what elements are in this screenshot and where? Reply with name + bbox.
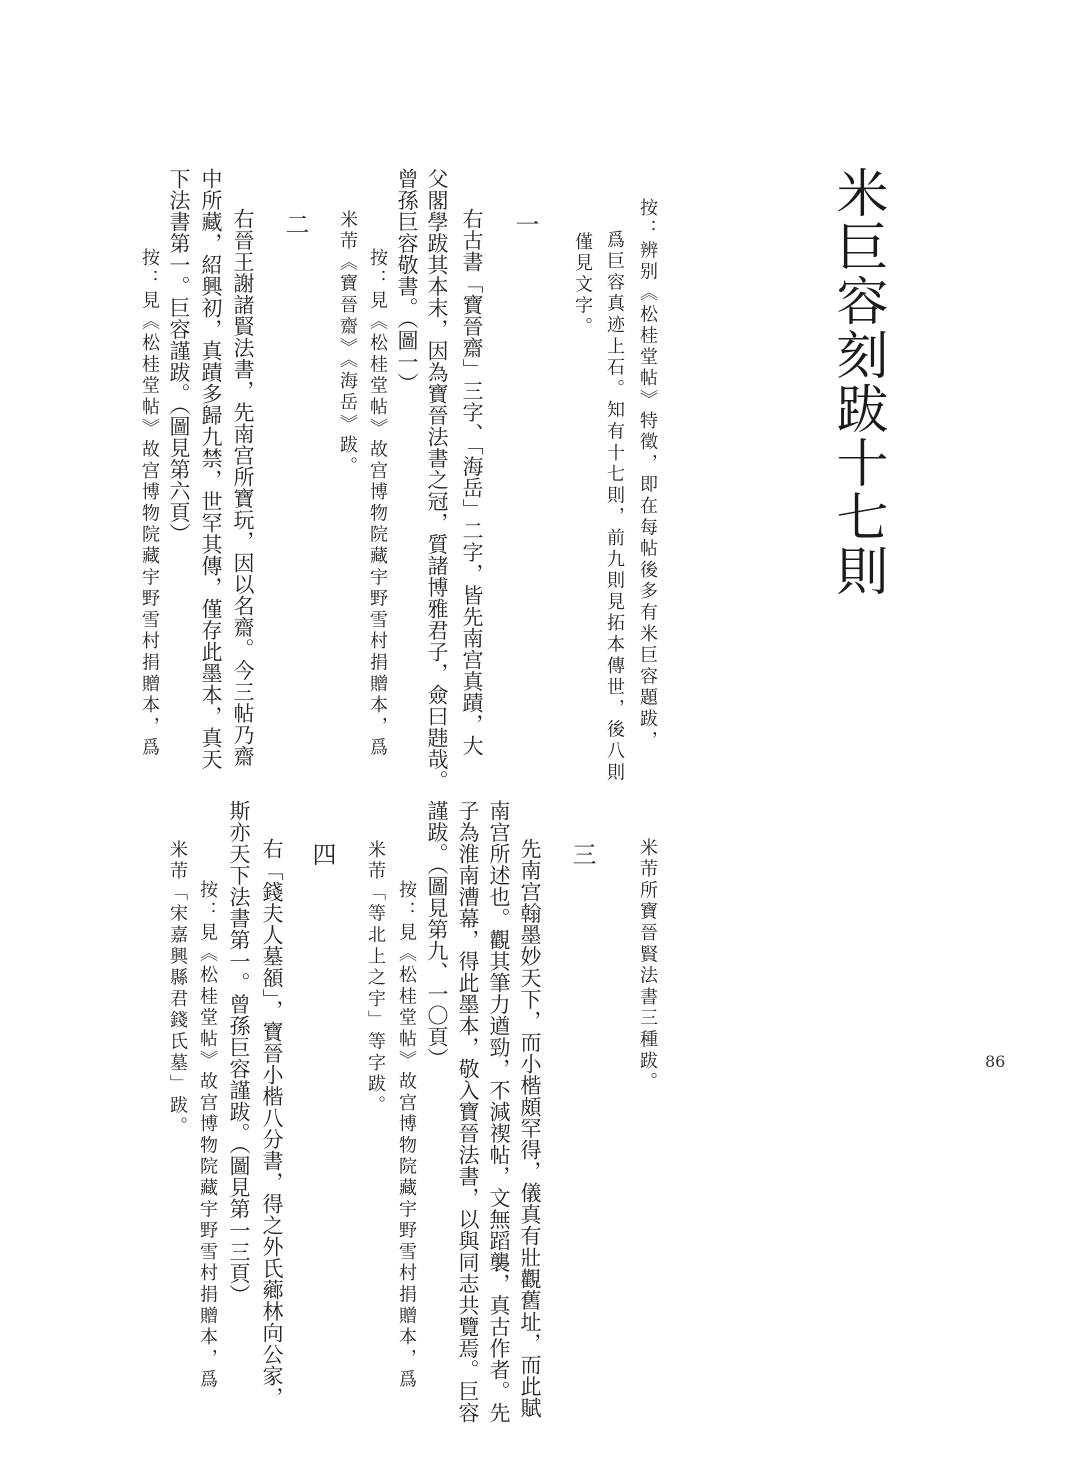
body-line: 子為淮南漕幕，得此墨本，敬入寶晉法書，以與同志共覽焉。巨容 [456,800,480,1424]
body-line: 父閣學跋其本末，因為寶晉法書之冠，質諸博雅君子，僉曰韪哉。 [425,168,449,792]
section-heading-two: 二 [281,212,309,236]
note-line: 按：見《松桂堂帖》故宫博物院藏宇野雪村捐贈本，爲 [396,880,417,1392]
body-line: 謹跋。（圖見第九、一〇頁） [425,800,449,1069]
note-line: 按：見《松桂堂帖》故宫博物院藏宇野雪村捐贈本，爲 [139,248,160,760]
section-heading-three: 三 [568,842,596,866]
intro-line: 僅見文字。 [572,232,593,339]
body-line: 斯亦天下法書第一。曾孫巨容謹跋。（圖見第一三頁） [227,800,251,1306]
body-line: 右古書「寶晉齋」三字、「海岳」二字，皆先南宫真蹟，大 [460,208,484,757]
body-line: 下法書第一。巨容謹跋。（圖見第六頁） [167,168,191,545]
body-line: 右晉王謝諸賢法書，先南宫所寶玩，因以名齋。今三帖乃齋 [231,208,255,767]
note-line: 米芾《寶晉齋》《海岳》跋。 [337,210,358,478]
note-line: 按：見《松桂堂帖》故宫博物院藏宇野雪村捐贈本，爲 [367,248,388,760]
continuation-line: 米芾所寶晉賢法書三種跋。 [637,838,658,1094]
note-line: 按：見《松桂堂帖》故宫博物院藏宇野雪村捐贈本，爲 [197,880,218,1392]
section-heading-one: 一 [511,212,539,236]
intro-line: 爲巨容真迹上石。知有十七則，前九則見拓本傳世，後八則 [604,230,625,784]
note-line: 米芾「等北上之宇」等字跋。 [365,840,386,1117]
page-title: 米巨容刻跋十七則 [827,166,887,598]
intro-line: 按：辨别《松桂堂帖》特徵，即在每帖後多有米巨容題跋， [637,198,658,752]
body-line: 右「錢夫人墓頟」，寶晉小楷八分書，得之外氏薌林向公家， [260,838,284,1408]
note-line: 米芾「宋嘉興縣君錢氏墓」跋。 [167,840,188,1139]
body-line: 曾孫巨容敬書。（圖一） [395,168,419,394]
section-heading-four: 四 [308,842,336,866]
body-line: 南宫所述也。觀其筆力遒勁，不減禊帖，文無蹈襲，真古作者。先 [487,800,511,1424]
page-number: 86 [985,1052,1006,1071]
body-line: 中所藏，紹興初，真蹟多歸九禁，世罕其傳，僅存此墨本，真天 [199,168,223,770]
body-line: 先南宫翰墨妙天下，而小楷頗罕得，儀真有壯觀舊址，而此賦 [518,838,542,1419]
